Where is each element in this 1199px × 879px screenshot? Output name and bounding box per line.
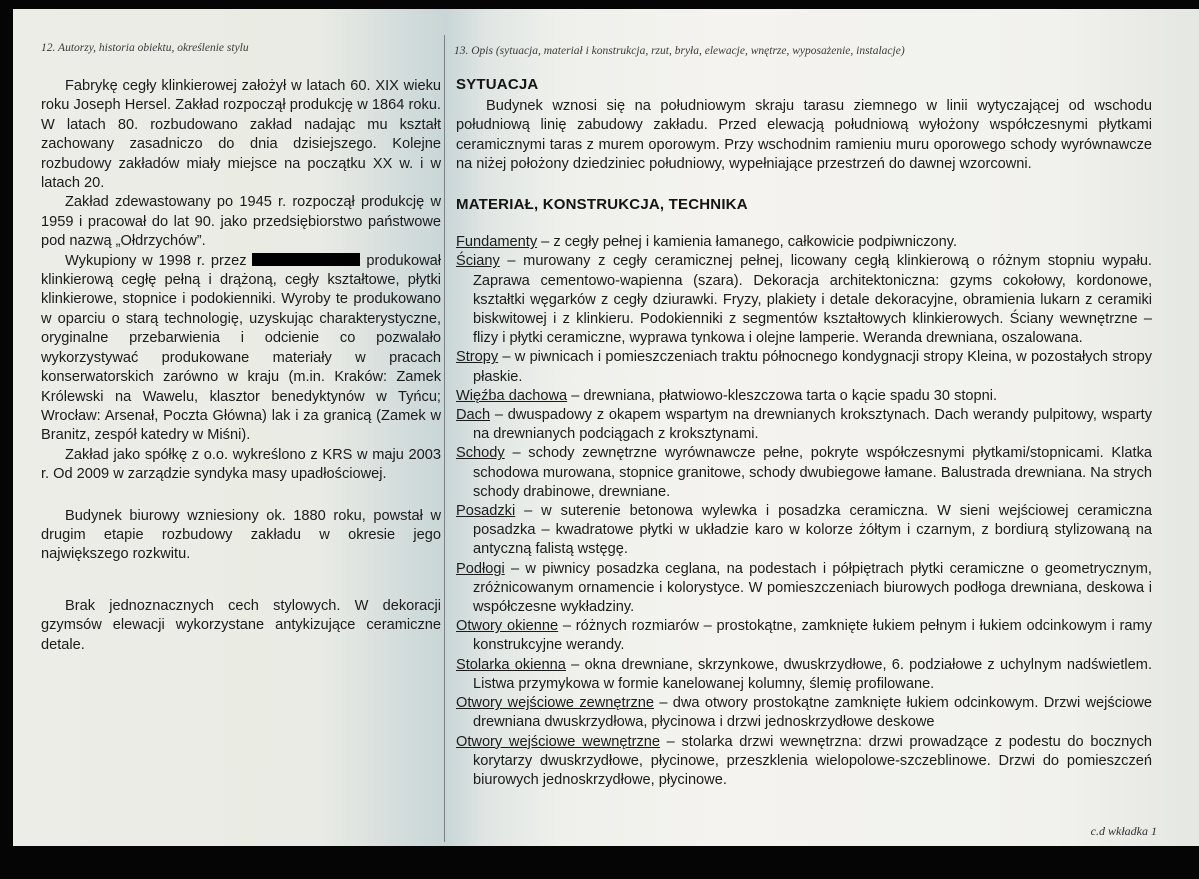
entry-term: Otwory okienne [456, 618, 559, 635]
entry-term: Otwory wejściowe wewnętrzne [456, 733, 660, 750]
entry-term: Podłogi [456, 560, 505, 577]
entry-text: – w suterenie betonowa wylewka i posadzka ceramiczna. W sieni wejściowej ceramiczna posadzka – kwadratowe płytki w układzie karo w kolorze żółtym i czarnym, z bordiurą stylizowaną na antyczną falistą wstęgę. [473, 503, 1152, 558]
paragraph-history-1: Fabrykę cegły klinkierowej założył w latach 60. XIX wieku roku Joseph Hersel. Zakład rozpoczął produkcję w 1864 roku. W latach 80. rozbudowano zakład nadając mu kształt zachowany zasadniczo do dnia dzisiejszego. Kolejne rozbudowy zakładów miały miejsce na początku XX w. i w latach 20. [41, 78, 441, 192]
right-column-header: 13. Opis (sytuacja, materiał i konstrukcja, rzut, bryła, elewacje, wnętrze, wyposażenie, instalacje) [454, 45, 905, 57]
entry-wiezba-dachowa [456, 387, 1152, 406]
entry-text: – różnych rozmiarów – prostokątne, zamknięte łukiem pełnym i łukiem odcinkowym i ramy konstrukcyjne werandy. [473, 618, 1152, 654]
entry-text: – drewniana, płatwiowo-kleszczowa tarta o kącie spadu 30 stopni. [567, 387, 998, 404]
document-paper [13, 9, 1199, 846]
section-title-situation: SYTUACJA [456, 76, 539, 93]
entry-term: Stolarka okienna [456, 656, 566, 673]
paragraph-history-4: Zakład jako spółkę z o.o. wykreślono z KRS w maju 2003 r. Od 2009 w zarządzie syndyka masy upadłościowej. [41, 446, 441, 483]
entry-term: Schody [456, 445, 505, 462]
entry-term: Fundamenty [456, 234, 538, 251]
entry-sciany [456, 252, 1152, 348]
redacted-paragraph-after: produkował klinkierową cegłę pełną i drążoną, cegły kształtowe, płytki klinkierowe, stopnice i podokienniki. Wyroby te produkowano w oparciu o starą technologię, uzyskując charakterystyczne, oryginalne przebarwienia i odcienie co pozwalało wykorzystywać produkowane materiały w pracach konserwatorskich zarówno w kraju (m.in. Kraków: Zamek Królewski na Wawelu, klasztor benedyktynów w Tyńcu; Wrocław: Arsenał, Poczta Główna) lak i za granicą (Zamek w Branitz, zespół katedry w Miśni). [41, 252, 441, 444]
entry-term: Ściany [456, 253, 500, 270]
entry-text: – w piwnicach i pomieszczeniach traktu północnego kondygnacji stropy Kleina, w pozostałych stropy płaskie. [473, 349, 1152, 385]
entry-fundamenty [456, 233, 1152, 252]
entry-stolarka-okienna [456, 656, 1152, 694]
entry-text: – w piwnicy posadzka ceglana, na podestach i półpiętrach płytki ceramiczne o geometrycznym, zróżnicowanym ornamencie i kolorystyce. W pomieszczeniach biurowych podłoga drewniana, deskowa i współczesne wykładziny. [473, 560, 1152, 616]
entry-text: – okna drewniane, skrzynkowe, dwuskrzydłowe, 6. podziałowe z uchylnym nadświetlem. Listwa przymykowa w formie kanelowanej kolumny, ślemię profilowane. [473, 656, 1152, 692]
entry-text: – schody zewnętrzne wyrównawcze pełne, pokryte współczesnymi płytkami/stopnicami. Klatka schodowa murowana, stopnice granitowe, schody dwubiegowe łamane. Balustrada drewniana. Na strych schody drabinowe, drewniane. [473, 445, 1152, 500]
entry-text: – stolarka drzwi wewnętrzna: drzwi prowadzące z podestu do bocznych korytarzy dwuskrzydłowe, płycinowe, przeszklenia wielopolowe-szczeblinowe. Drzwi do pomieszczeń biurowych jednoskrzydłowe, płycinowe. [473, 733, 1152, 788]
section-title-materials: MATERIAŁ, KONSTRUKCJA, TECHNIKA [456, 196, 748, 214]
entry-podlogi [456, 560, 1152, 618]
entry-term: Otwory wejściowe zewnętrzne [456, 695, 654, 712]
paragraph-history-2: Zakład zdewastowany po 1945 r. rozpoczął produkcję w 1959 i pracował do lat 90. jako przedsiębiorstwo państwowe pod nazwą „Ołdrzychów”. [41, 194, 441, 250]
redacted-paragraph-before: Wykupiony w 1998 r. przez [65, 252, 253, 269]
paragraph-style: Brak jednoznacznych cech stylowych. W dekoracji gzymsów elewacji wykorzystane antykizujące ceramiczne detale. [41, 597, 441, 653]
entry-term: Dach [456, 407, 491, 424]
left-column-header: 12. Autorzy, historia obiektu, określenie stylu [41, 42, 249, 54]
paragraph-building: Budynek biurowy wzniesiony ok. 1880 roku, powstał w drugim etapie rozbudowy zakładu w okresie jego największego rozkwitu. [41, 507, 441, 563]
right-column [456, 75, 1152, 790]
entry-text: – murowany z cegły ceramicznej pełnej, licowany cegłą klinkierową o różnym stopniu wypału. Zaprawa cementowo-wapienna (szara). Dekoracja architektoniczna: gzyms cokołowy, kordonowe, kształtki węgarków z cegły dziurawki. Fryzy, plakiety i detale dekoracyjne, obramienia lukarn z ceramiki biskwitowej i z klinkieru. Podokienniki z segmentów kształtowych klinkierowych. Ściany wewnętrzne – flizy i płytki ceramiczne, wyprawa tynkowa i olejne lamperie. Weranda drewniana, oszalowana. [473, 253, 1152, 347]
entry-term: Więźba dachowa [456, 387, 568, 404]
entry-text: – dwuspadowy z okapem wspartym na drewnianych kroksztynach. Dach werandy pulpitowy, wsparty na drewnianych podciągach z kroksztynami. [473, 407, 1152, 443]
paragraph-history-3-redacted [41, 252, 441, 446]
entry-dach [456, 406, 1152, 444]
column-divider-line [444, 35, 445, 842]
entry-term: Stropy [456, 349, 499, 366]
entry-stropy [456, 348, 1152, 386]
entry-otwory-wejsciowe-zewnetrzne [456, 694, 1152, 732]
left-column [41, 77, 441, 655]
entry-otwory-okienne [456, 617, 1152, 655]
entry-text: – dwa otwory prostokątne zamknięte łukiem odcinkowym. Drzwi wejściowe drewniana dwuskrzydłowa, płycinowa i drzwi jednoskrzydłowe deskowe [473, 695, 1153, 731]
entry-otwory-wejsciowe-wewnetrzne [456, 733, 1152, 791]
entry-schody [456, 444, 1152, 502]
entry-posadzki [456, 502, 1152, 560]
redaction-bar [252, 253, 360, 266]
entry-term: Posadzki [456, 503, 516, 520]
material-entries [456, 233, 1152, 790]
situation-body: Budynek wznosi się na południowym skraju tarasu ziemnego w linii wytyczającej od wschodu południową linię zabudowy zakładu. Przed elewacją południową wyłożony współczesnymi płytkami ceramicznymi taras z murem oporowym. Przy wschodnim ramieniu muru oporowego schody wyrównawcze na niżej położony dziedziniec południowy, wypełniające przestrzeń do dawnej wzorcowni. [456, 98, 1152, 172]
entry-text: – z cegły pełnej i kamienia łamanego, całkowicie podpiwniczony. [537, 234, 958, 251]
continuation-note: c.d wkładka 1 [1090, 824, 1157, 838]
